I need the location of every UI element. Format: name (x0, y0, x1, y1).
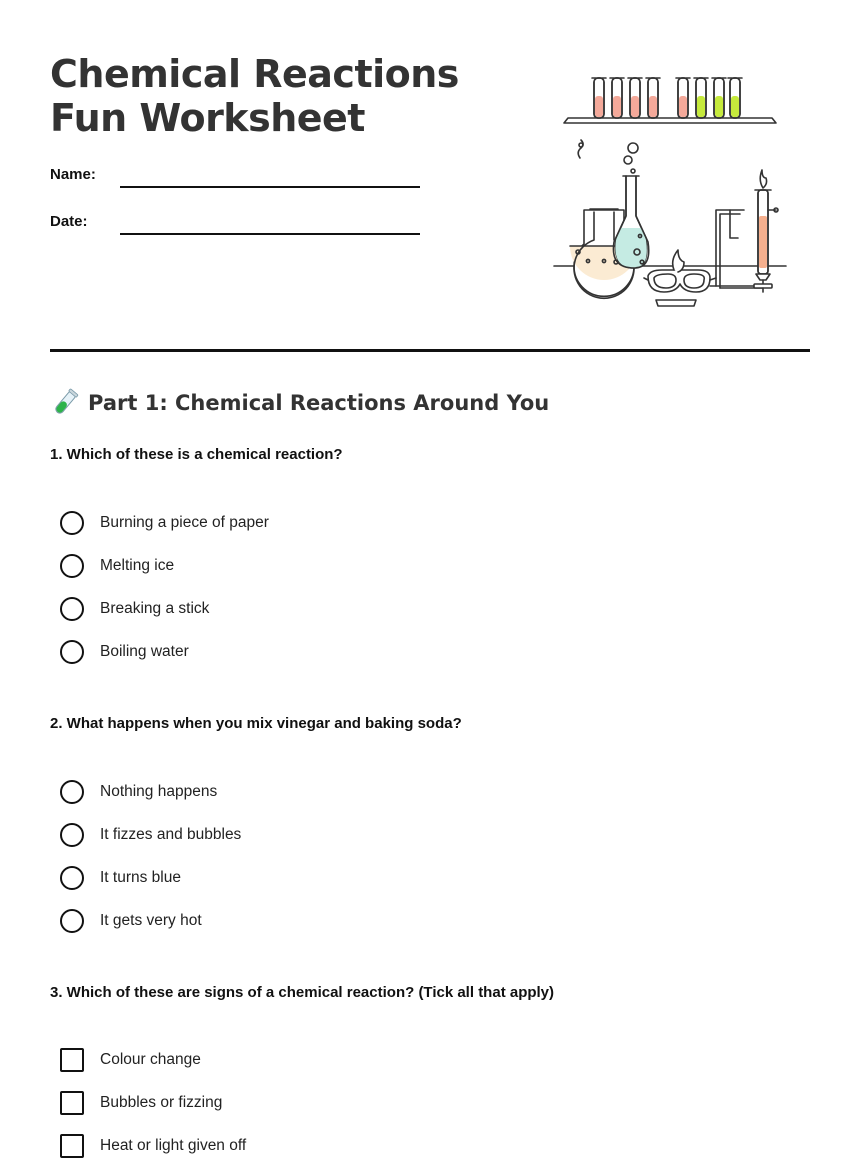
radio-button[interactable] (60, 866, 84, 890)
radio-button[interactable] (60, 554, 84, 578)
radio-button[interactable] (60, 823, 84, 847)
option-label: Nothing happens (100, 783, 218, 800)
radio-button[interactable] (60, 909, 84, 933)
checkbox[interactable] (60, 1048, 84, 1072)
q2-option-4[interactable] (60, 909, 202, 933)
question-3: 3. Which of these are signs of a chemical reaction? (Tick all that apply) (50, 984, 555, 1001)
question-1: 1. Which of these is a chemical reaction? (50, 446, 343, 463)
q2-option-1[interactable] (60, 780, 217, 804)
q1-option-1[interactable] (60, 511, 269, 535)
q1-option-2[interactable] (60, 554, 174, 578)
option-label: It gets very hot (100, 912, 202, 929)
q1-option-3[interactable] (60, 597, 209, 621)
section-heading-part-1 (50, 388, 549, 418)
q3-option-2[interactable] (60, 1091, 222, 1115)
q2-option-3[interactable] (60, 866, 181, 890)
question-2: 2. What happens when you mix vinegar and baking soda? (50, 715, 462, 732)
radio-button[interactable] (60, 597, 84, 621)
option-label: Colour change (100, 1051, 201, 1068)
lab-equipment-illustration (550, 66, 790, 316)
q3-option-3[interactable] (60, 1134, 246, 1158)
checkbox[interactable] (60, 1134, 84, 1158)
checkbox[interactable] (60, 1091, 84, 1115)
name-field[interactable] (120, 186, 420, 188)
worksheet-title: Chemical Reactions Fun Worksheet (50, 52, 459, 140)
q1-option-4[interactable] (60, 640, 189, 664)
section-heading-text: Part 1: Chemical Reactions Around You (88, 391, 550, 415)
option-label: Boiling water (100, 643, 189, 660)
option-label: Heat or light given off (100, 1137, 247, 1154)
section-divider (50, 349, 810, 352)
option-label: Breaking a stick (100, 600, 210, 617)
q2-option-2[interactable] (60, 823, 241, 847)
test-tube-icon (50, 388, 80, 418)
option-label: It turns blue (100, 869, 181, 886)
q3-option-1[interactable] (60, 1048, 201, 1072)
date-field[interactable] (120, 233, 420, 235)
date-label: Date: (50, 213, 88, 230)
option-label: Bubbles or fizzing (100, 1094, 223, 1111)
radio-button[interactable] (60, 640, 84, 664)
radio-button[interactable] (60, 780, 84, 804)
name-label: Name: (50, 166, 96, 183)
option-label: It fizzes and bubbles (100, 826, 242, 843)
radio-button[interactable] (60, 511, 84, 535)
option-label: Melting ice (100, 557, 175, 574)
test-tube-rack (592, 78, 742, 118)
option-label: Burning a piece of paper (100, 514, 269, 531)
